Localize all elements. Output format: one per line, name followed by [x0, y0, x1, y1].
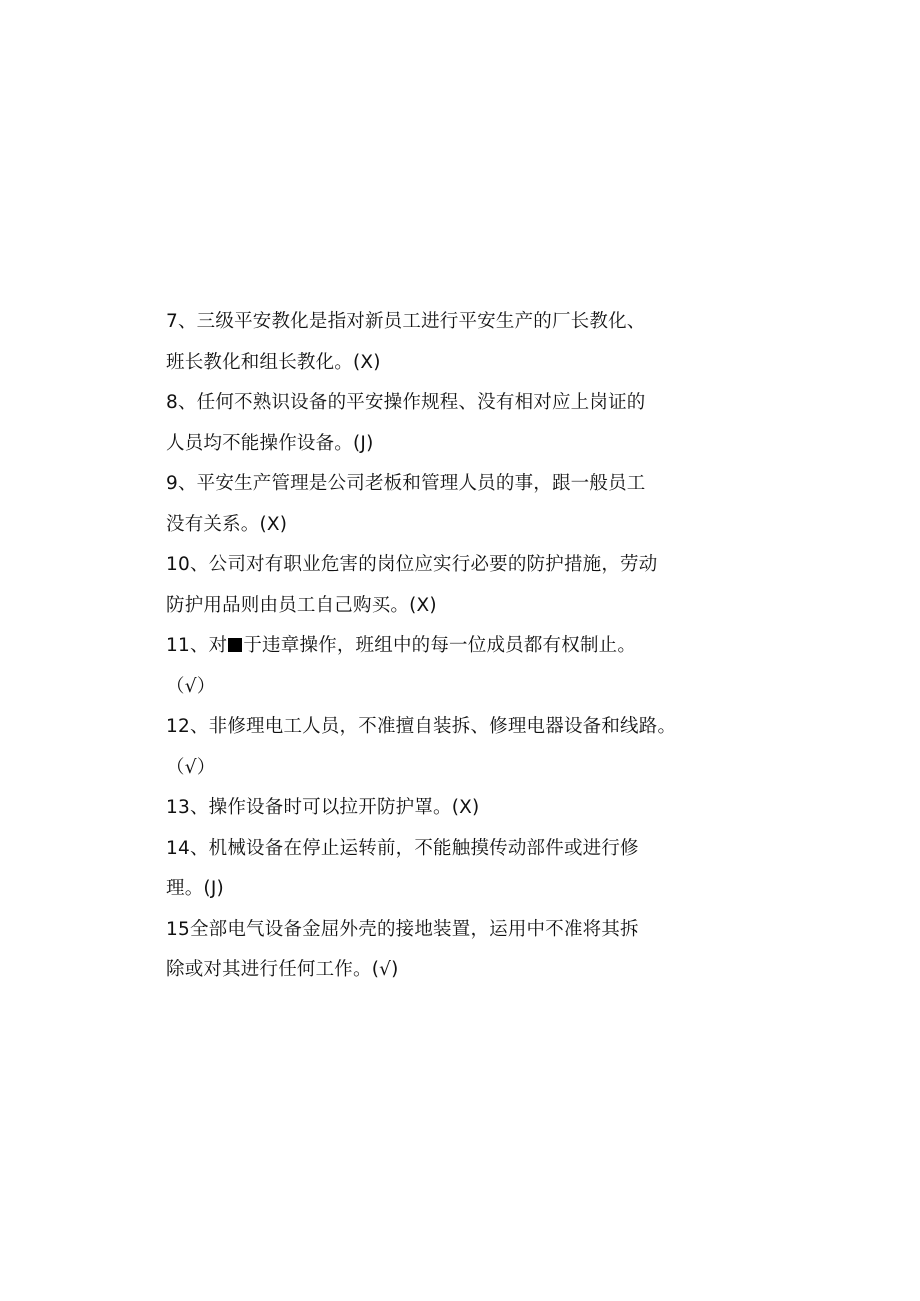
question-line: 班长教化和组长教化。(X)	[166, 351, 381, 373]
question-12	[166, 707, 706, 788]
question-line: 人员均不能操作设备。(J)	[166, 432, 374, 454]
question-line: 7、三级平安教化是指对新员工进行平安生产的厂长教化、	[166, 311, 646, 332]
question-line	[166, 626, 706, 667]
question-line: 除或对其进行任何工作。(√)	[166, 959, 399, 980]
filled-square-icon	[228, 638, 242, 652]
question-7	[166, 302, 706, 383]
answer-mark: （√）	[166, 756, 216, 778]
question-list	[166, 302, 706, 991]
question-9	[166, 464, 706, 545]
question-11	[166, 626, 706, 707]
question-line: 防护用品则由员工自己购买。(X)	[166, 594, 437, 616]
question-15	[166, 910, 706, 991]
question-text-after-symbol: 于违章操作，班组中的每一位成员都有权制止。	[243, 635, 637, 656]
question-line: 13、操作设备时可以拉开防护罩。(X)	[166, 797, 480, 818]
question-line: 没有关系。(X)	[166, 513, 288, 535]
question-13	[166, 788, 706, 829]
question-14	[166, 829, 706, 910]
question-line: 8、任何不熟识设备的平安操作规程、没有相对应上岗证的	[166, 392, 646, 413]
question-line: 15全部电气设备金屈外壳的接地装置，运用中不准将其拆	[166, 918, 639, 940]
question-line: 12、非修理电工人员，不准擅自装拆、修理电器设备和线路。	[166, 716, 677, 737]
question-8	[166, 383, 706, 464]
question-line: 10、公司对有职业危害的岗位应实行必要的防护措施，劳动	[166, 554, 658, 575]
answer-mark: （√）	[166, 675, 216, 697]
question-line: 14、机械设备在停止运转前，不能触摸传动部件或进行修	[166, 837, 639, 859]
question-10	[166, 545, 706, 626]
question-line: 理。(J)	[166, 878, 224, 899]
question-line: 9、平安生产管理是公司老板和管理人员的事，跟一般员工	[166, 473, 646, 494]
question-text-before-symbol: 11、对	[166, 635, 228, 656]
